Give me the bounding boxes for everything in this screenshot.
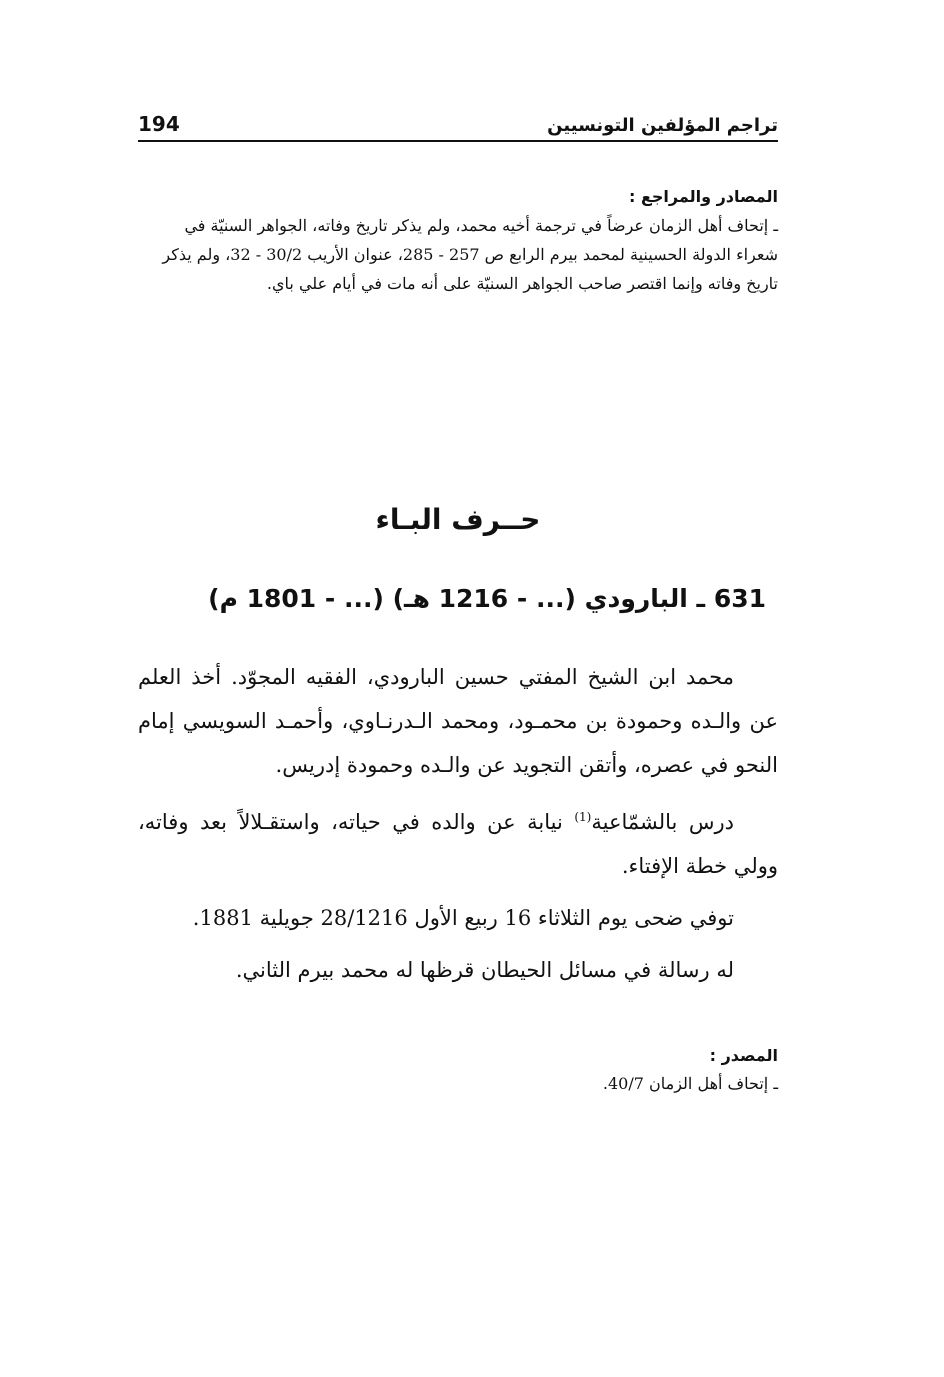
page-number: 194 [138, 112, 180, 136]
paragraph-2-start: درس بالشمّاعية [591, 810, 735, 834]
footnote-reference: (1) [574, 810, 592, 824]
running-header [138, 100, 778, 142]
entry-paragraph-3: توفي ضحى يوم الثلاثاء 16 ربيع الأول 28/1216 جويلية 1881. [192, 906, 734, 930]
running-title: تراجم المؤلفين التونسيين [547, 115, 778, 136]
entry-heading: 631 ـ البارودي (... - 1216 هـ) (... - 1801 م) [208, 584, 766, 613]
entry-body [138, 655, 778, 992]
book-page [138, 100, 778, 1098]
entry-source [138, 1042, 778, 1098]
entry-source-item: ـ إتحاف أهل الزمان 40/7. [602, 1074, 778, 1093]
entry-paragraph-4: له رسالة في مسائل الحيطان قرظها له محمد بيرم الثاني. [235, 958, 734, 982]
sources-text: ـ إتحاف أهل الزمان عرضاً في ترجمة أخيه محمد، ولم يذكر تاريخ وفاته، الجواهر السنيّة في شعراء الدولة الحسينية لمحمد بيرم الرابع ص 257 - 285، عنوان الأريب 30/2 - 32، ولم يذكر تاريخ وفاته وإنما اقتصر صاحب الجواهر السنيّة على أنه مات في أيام علي باي. [162, 216, 778, 293]
sources-heading: المصادر والمراجع : [628, 187, 778, 206]
paragraph-2-end: نيابة عن والده في حياته، واستقـلالاً بعد وفاته، وولي خطة الإفتاء. [138, 810, 778, 878]
entry-paragraph-2 [138, 795, 778, 888]
section-title: حــرف البـاء [375, 503, 541, 536]
entry-paragraph-1: محمد ابن الشيخ المفتي حسين البارودي، الفقيه المجوّد. أخذ العلم عن والـده وحمودة بن محمـود، ومحمد الـدرنـاوي، وأحمـد السويسي إمام النحو في عصره، وأتقن التجويد عن والـده وحمودة إدريس. [138, 665, 778, 777]
previous-entry-sources [138, 182, 778, 298]
entry-source-heading: المصدر : [709, 1046, 778, 1065]
